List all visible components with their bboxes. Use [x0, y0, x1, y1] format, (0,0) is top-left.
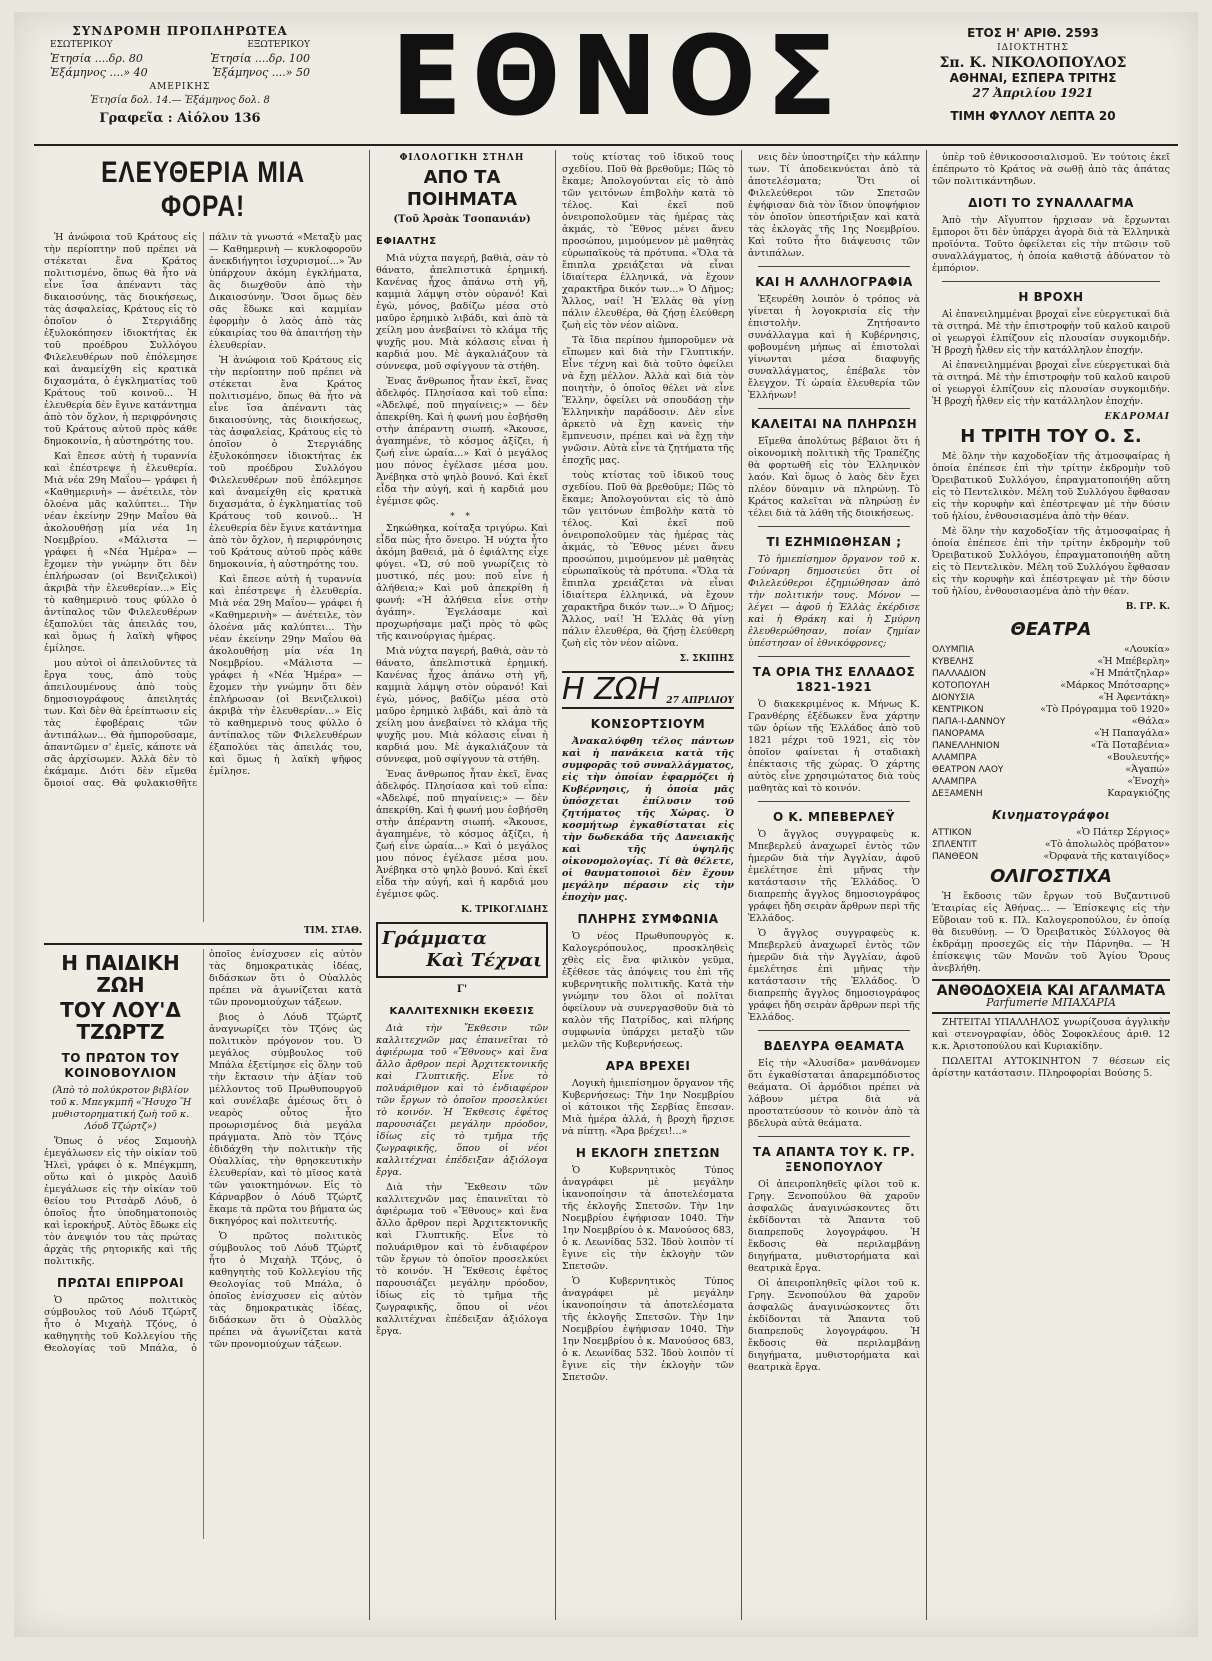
theater-row — [932, 788, 1170, 800]
xenopoulos-subhead: ΤΑ ΑΠΑΝΤΑ ΤΟΥ Κ. ΓΡ. ΞΕΝΟΠΟΥΛΟΥ — [752, 1145, 916, 1174]
poem-paragraph: Ἐνας ἄνθρωπος ἦταν ἐκεῖ, ἕνας ἀδελφός. Πλησίασα καὶ τοῦ εἶπα: «Ἀδελφέ, ποῦ πηγαίνεις;» — δὲν ἀπεκρίθη. Καὶ ἡ φωνή μου ἐσβήσθη στὴν ἀπέραντη σιωπή. «Ἄκουσε, ἀγαπημένε, τὸ κόσμος ἀξίζει, ἡ ζωή εἶνε ὡραία...» Καὶ ὁ μεγάλος μου πόνος ἐγέλασε μέσα μου. Ἀνέβηκα στὸ ψηλὸ βουνό. Καὶ ἐκεῖ εἶδα τὴν αὐγή, καὶ ἡ καρδιά μου ἐγέμισε φῶς. — [376, 376, 548, 507]
rate-row-annual — [50, 52, 310, 66]
article-paragraph: νεις δὲν ὑποστηρίζει τὴν κάλπην των. Τί ἀποδεικνύεται ἀπὸ τὰ ἀποτελέσματα; Ὅτι οἱ Φιλελεύθεροι τῶν Σπετσῶν ἐψήφισαν διὰ τὸν ἴδιον ὑποψήφιον τὸν ὁποῖον ὑπεστήριξαν καὶ κατὰ τὰς ἐκλογὰς τῆς 1ης Νοεμβρίου. Καὶ τοῦτο ἦτο διάψευσις τῶν ἀντιπάλων. — [748, 152, 920, 259]
exhibition-paragraph: Διὰ τὴν Ἔκθεσιν τῶν καλλιτεχνῶν μας ἐπαινεῖται τὸ ἀφιέρωμα τοῦ «Ἔθνους» καὶ ἕνα ἄλλο ἄρθρον περὶ Ἀρχιτεκτονικῆς καὶ Γλυπτικῆς. Εἶνε τὸ πολυάριθμον καὶ τὸ ἐνδιαφέρον τῶν ἔργων τὸ ὁποῖον προσελκύει τὸ κοινόν. Ἡ Ἔκθεσις ἐφέτος παρουσιάζει μεγάλην πρόοδον, ἰδίως εἰς τὸ τμῆμα τῆς ζωγραφικῆς, ὅπου οἱ νέοι καλλιτέχναι ἐπέδειξαν ἀξιόλογα ἔργα. — [376, 1182, 548, 1337]
article-paragraph: τοὺς κτίστας τοῦ ἰδικοῦ τους σχεδίου. Ποῦ θὰ βρεθοῦμε; Πῶς τὸ ἔκαμε; Ἀπολογούνται εἰς τὸ ἀπὸ τῶν γειτόνων ἐπιβολὴν κατὰ τὸ τέλος. Καὶ ἐκεῖ ποῦ ὀνειροπολοῦμεν τὰς ἡμέρας τὰς ἀκμάς, τὸ Ἔθνος μένει ἄνευ προσώπου, μιμούμενον μὲ μαθητὰς εὐρωπαϊκοὺς τὰ πρότυπα. «Ὅλα τὰ ἔπιπλα χρειάζεται νὰ εἶναι ἰδιαίτερα ἑλληνικά, νὰ ἔχουν χαρακτῆρα δικόν των...» Ὁ Δῆμος; Ἄλλος, ναί! Ἡ Ἑλλὰς θὰ γίνῃ πάλιν ἐλευθέρα, θὰ ζήσῃ ἐλεύθερη ζωὴ εἰς τὸν νέον αἰῶνα. — [562, 152, 734, 331]
theater-name: ΔΕΞΑΜΕΝΗ — [932, 789, 983, 799]
exchange-subhead: ΔΙΟΤΙ ΤΟ ΣΥΝΑΛΛΑΓΜΑ — [968, 196, 1134, 210]
theater-row — [932, 692, 1170, 704]
theater-play: «Λουκία» — [1123, 644, 1170, 655]
theater-list — [932, 644, 1170, 800]
lloyd-george-subhead: ΠΡΩΤΑΙ ΕΠΙΡΡΟΑΙ — [57, 1276, 184, 1290]
consortium-paragraph: Ἀνακαλύφθη τέλος πάντων καὶ ἡ πανάκεια κατὰ τῆς συμφορᾶς τοῦ συναλλάγματος, εἰς τὴν ὁποίαν ἐφαρμόζει ἡ Κυβέρνησις, ἡ ὁποία μᾶς ὑπόσχεται ἐπίλυσιν τοῦ ζητήματος τῆς Χώρας. Ὁ κοσμήτωρ ἐγκαθίσταται εἰς τὴν δωδεκάδα τῆς Δανειακῆς καὶ τῆς ὑψηλῆς οἰκονομολογίας. Τί θὰ θέλετε, οἱ θαυματοποιοὶ δὲν ἔχουν μεγάλην πέρασιν εἰς τὴν ἐποχὴν μας. — [562, 736, 734, 903]
cinema-play: «Τὸ ἀπολωλὸς πρόβατον» — [1044, 839, 1170, 850]
poems-signature: Κ. ΤΡΙΚΟΓΛΙΔΗΣ — [461, 905, 548, 915]
brief-notes-headline: ΟΛΙΓΟΣΤΙΧΑ — [990, 866, 1112, 887]
excursion-paragraph: Μὲ ὅλην τὴν καχοδοξίαν τῆς ἀτμοσφαίρας ἡ ὁποία ἐπέπεσε ἐπὶ τὴν τρίτην ἐκδρομὴν τοῦ Ὀρειβατικοῦ Συλλόγου, ἐπραγματοποιήθη αὕτη εἰς τὸ Πεντελικὸν. Μέλη τοῦ Συλλόγου ἔφθασαν εἰς τὴν κορυφὴν καὶ ἐπέστρεψαν μὲ τὴν δύσιν τοῦ ἡλίου, ἐνθουσιασμένα ἀπὸ τὴν θέαν. — [932, 526, 1170, 597]
theater-play: «Ἀγαπώ» — [1125, 764, 1170, 775]
poem-paragraph: Μιὰ νύχτα παγερή, βαθιὰ, σὰν τὸ θάνατο, ἀπελπιστικὰ ἐρημική. Κανένας ἦχος ἀπάνω στὴ γῆ, καμμιὰ λάμψη στὸν οὐρανό! Καὶ ἐγὼ, μόνος, βαδίζω μέσα στὸ μαῦρο ἐρημικὸ λιβάδι, καὶ ἀπὸ τὰ χείλη μου ἀνεβαίνει τὸ κλάμα τῆς ψυχῆς μου. Μιὰ κόλασις εἶναι ἡ καρδιά μου. Μὲ ἀγκαλιάζουν τὰ σύννεφα, μοῦ σφίγγουν τὰ στήθη. — [376, 646, 548, 765]
separator — [758, 526, 910, 527]
theater-play: «Τὸ Πρόγραμμα τοῦ 1920» — [1040, 704, 1170, 715]
theater-name: ΚΕΝΤΡΙΚΟΝ — [932, 705, 984, 715]
theater-name: ΠΑΠΑ-Ι-ΔΑΝΝΟΥ — [932, 717, 1006, 727]
pay-subhead: ΚΑΛΕΙΤΑΙ ΝΑ ΠΛΗΡΩΣΗ — [750, 417, 918, 431]
consortium-subhead: ΚΟΝΣΟΡΤΣΙΟΥΜ — [590, 717, 706, 731]
theater-play: «Μάρκος Μπότσαρης» — [1060, 680, 1170, 691]
separator — [758, 408, 910, 409]
borders-subhead: ΤΑ ΟΡΙΑ ΤΗΣ ΕΛΛΑΔΟΣ 1821-1921 — [752, 665, 916, 694]
correspondence-subhead: ΚΑΙ Η ΑΛΛΗΛΟΓΡΑΦΙΑ — [755, 275, 913, 289]
year-issue: ΕΤΟΣ Η' ΑΡΙΘ. 2593 — [967, 26, 1099, 40]
spectacles-paragraph: Εἰς τὴν «Ἀλυσίδα» μανθάνομεν ὅτι ἐγκαθίσταται ἀπαρεμπόδιστος θεάματα. Οἱ ἀρμόδιοι πρέπει νὰ λάβουν μέτρα διὰ νὰ προστατεύσουν τὸ κοινὸν ἀπὸ τὰ βδελυρὰ αὐτὰ θεάματα. — [748, 1058, 920, 1129]
cinema-row — [932, 851, 1170, 863]
agreement-paragraph: Ὁ νέος Πρωθυπουργὸς κ. Καλογερόπουλος, προσκληθεὶς χθὲς εἰς ἕνα φιλικὸν γεῦμα, ἐξέθεσε τὰς ἀπόψεις του ἐπὶ τῆς κυβερνητικῆς πολιτικῆς. Κατὰ τὴν γνώμην του ὅλοι οἱ πολῖται ὀφείλουν νὰ συνεργασθοῦν διὰ τὸ καλὸν τῆς Πατρίδος, καὶ πλήρης συμφωνία ὑπάρχει μεταξὺ τῶν μελῶν τῆς Κυβερνήσεως. — [562, 931, 734, 1050]
theater-name: ΚΥΒΕΛΗΣ — [932, 657, 974, 667]
column-divider — [555, 150, 556, 1620]
cinemas-headline: Κινηματογράφοι — [992, 808, 1110, 822]
column-1 — [44, 152, 362, 1539]
excursion-paragraph: Μὲ ὅλην τὴν καχοδοξίαν τῆς ἀτμοσφαίρας ἡ ὁποία ἐπέπεσε ἐπὶ τὴν τρίτην ἐκδρομὴν τοῦ Ὀρειβατικοῦ Συλλόγου, ἐπραγματοποιήθη αὕτη εἰς τὸ Πεντελικὸν. Μέλη τοῦ Συλλόγου ἔφθασαν εἰς τὴν κορυφὴν καὶ ἐπέστρεψαν μὲ τὴν δύσιν τοῦ ἡλίου, ἐνθουσιασμένα ἀπὸ τὴν θέαν. — [932, 451, 1170, 522]
poem-paragraph: Μιὰ νύχτα παγερή, βαθιὰ, σὰν τὸ θάνατο, ἀπελπιστικὰ ἐρημική. Κανένας ἦχος ἀπάνω στὴ γῆ, καμμιὰ λάμψη στὸν οὐρανό! Καὶ ἐγὼ, μόνος, βαδίζω μέσα στὸ μαῦρο ἐρημικὸ λιβάδι, καὶ ἀπὸ τὰ χείλη μου ἀνεβαίνει τὸ κλάμα τῆς ψυχῆς μου. Μιὰ κόλασις εἶναι ἡ καρδιά μου. Μὲ ἀγκαλιάζουν τὰ σύννεφα, μοῦ σφίγγουν τὰ στήθη. — [376, 253, 548, 372]
cinema-row — [932, 827, 1170, 839]
beverley-subhead: Ο Κ. ΜΠΕΒΕΡΛΕΫ — [773, 810, 895, 824]
owner-label: ΙΔΙΟΚΤΗΤΗΣ — [997, 43, 1069, 53]
theater-play: «Ἐνοχὴ» — [1127, 776, 1170, 787]
issue-date: 27 Ἀπριλίου 1921 — [972, 86, 1094, 100]
article-paragraph: Ὅπως ὁ νέος Σαμουὴλ ἐμεγάλωσεν εἰς τὴν οἰκίαν τοῦ Ἡλεὶ, γράφει ὁ κ. Μπέγκμπη, οὕτω καὶ ὁ μικρὸς Δαυὶδ ἐμεγάλωσε εἰς τὴν οἰκίαν τοῦ θείου του Ριτσὰρδ Λόυδ, ὁ ὁποῖος ἦτο ὑποδηματοποιὸς καὶ ἱεροκήρυξ. Αὐτὸς ἔδωκε εἰς τὸν ἀνεψιόν του τὰς πρώτας ἀρχὰς τῆς ρητορικῆς καὶ τῆς πολιτικῆς. — [44, 1136, 197, 1267]
lead-headline: ΕΛΕΥΘΕΡΙΑ ΜΙΑ ΦΟΡΑ! — [101, 156, 305, 223]
article-paragraph: μου αὐτοὶ οἱ ἀπειλοῦντες τὰ ἔργα τους, ἀπὸ τοὺς ἀπειλουμένους ἀπὸ τοὺς δημοσιογράφους ἀπειλητάς των. Καὶ δὲν θὰ ἐρείπτωσιν εἰς τὰς ἐφοβέραις τῶν ἀντιπάλων... Θὰ ἠμποροῦσαμε, ἀπαντῶμεν σ' ἐμεῖς, κάποτε νὰ σᾶς ἀρχίσωμεν. Ἀλλὰ δὲν τὸ ἐκάμαμε. Διότι δὲν εἴμεθα ὅμοιοί σας. Θὰ φυλακισθῆτε πάλιν τὰ γνωστά «Μεταξὺ μας — Καθημερινὴ — κυκλοφοροῦν ἀνεκδιήγητοι ἰσχυρισμοί...» Ἂν ὑπάρχουν ἀκόμη ἐγκλήματα, ἂς διωχθοῦν ἀπὸ τὴν Δικαιοσύνην. Ὅσοι ὅμως δὲν σᾶς ἔδωκε καὶ καμμίαν ἐφορμὴν ὁ λαὸς ἀπὸ τὰς εὐκαιρίας του θὰ ἀπαιτήσῃ τὴν ἐλευθερίαν. — [44, 232, 362, 789]
theater-name: ΠΑΝΟΡΑΜΑ — [932, 729, 985, 739]
section-rule — [932, 1012, 1170, 1014]
article-paragraph: Ὁ πρῶτος πολιτικὸς σύμβουλος τοῦ Λόυδ Τζώρτζ ἦτο ὁ Μιχαὴλ Τζόνς, ὁ καθηγητὴς τοῦ Κολλεγίου τῆς Θεολογίας τοῦ Μπάλα, ὁ ὁποῖος ἐνίσχυσεν εἰς αὐτὸν τὰς δημοκρατικὰς ἰδέας, διδάσκων ὅτι ὁ Οὐαλλὸς πρέπει νὰ ἀγωνίζεται κατὰ τῶν προνομιούχων τάξεων. — [44, 949, 362, 1354]
article-paragraph: Ἡ ἀνώφοια τοῦ Κράτους εἰς τὴν περίοπτην ποῦ πρέπει νὰ στέκεται ἕνα Κράτος πολιτισμένο, ὅπως θὰ ἦτο νὰ εἶνε ἴσα ἀπέναντι τὰς δικαιοσύνης, τὰς διοικήσεως, τὰς ἀσφαλείας, Κράτους εἰς τὸ ὁποῖον ὁ Στεργιάδης ἐξυλοκόπησεν ἰδιοκτήτας ἐκ τοῦ προέδρου Συλλόγου Φιλελευθέρων ποῦ ἐπόλεμησε καὶ ἀναμείχθη εἰς κρατικὰ διχασμάτα, ὁ ἐγκληματίας τοῦ Κράτους τοῦ κοινοῦ... Ἡ ἐλευθερία δὲν ἔγινε κατάντημα ἀπὸ τὸν ὄχλον, ἡ περιφρόνησις τοῦ Κράτους αὐτοῦ πρὸς κάθε δημοκοινία, ἡ αὐστηρότης του. — [44, 232, 197, 447]
separator — [758, 801, 910, 802]
stars-separator: * * — [450, 512, 474, 522]
exterior-label: ΕΞΩΤΕΡΙΚΟΥ — [247, 40, 310, 50]
rain-paragraph: Λογικὴ ἡμιεπίσημον ὄργανον τῆς Κυβερνήσεως: Τὴν 1ην Νοεμβρίου οἱ κάτοικοι τῆς Σερβίας ἔπεσαν. Μιὰ ἡμέρα ἀλλά, ἡ βροχὴ ἤρχισε νὰ πίπτῃ. «Ἄρα βρέχει!...» — [562, 1078, 734, 1137]
theater-play: «Τὰ Ποταβένια» — [1090, 740, 1170, 751]
ad-headline: ΑΝΘΟΔΟΧΕΙΑ ΚΑΙ ΑΓΑΛΜΑΤΑ — [936, 983, 1166, 999]
poems-byline: (Τοῦ Ἀρσὰκ Τσοπανιάν) — [393, 214, 531, 225]
theater-row — [932, 728, 1170, 740]
separator — [758, 656, 910, 657]
article-paragraph: Καὶ ἔπεσε αὐτὴ ἡ τυραννία καὶ ἐπέστρεψε ἡ ἐλευθερία. Μιὰ νέα 29η Μαΐου— γράφει ἡ «Καθημερινὴ» — ἀνέτειλε, τὸν ὁλοένα μᾶς καλύπτει... Τὴν νέαν ἐκείνην 29ην Μαΐου θὰ ἀκολουθήσῃ μία νέα 1η Νοεμβρίου. «Μάλιστα — γράφει ἡ «Νέα Ἡμέρα» — ἔχομεν τὴν γνώμην ὅτι δὲν ἐπλήρωσαν (οἱ Βενιζελικοὶ) ἀκριβὰ τὴν ἐλευθερίαν...» Εἰς τὸ καθημερινὸ τους φύλλο ὁ ἀντίπαλος τῶν Φιλελευθέρων ἐξαπολύει τὰς ἀπειλάς του, καὶ ὅμως ἡ λαϊκὴ ψῆφος ἐμίλησε. — [209, 574, 362, 777]
rate-annual-exterior: Ἐτησία ....δρ. 100 — [210, 52, 310, 65]
theater-name: ΑΛΑΜΠΡΑ — [932, 777, 977, 787]
pay-paragraph: Εἴμεθα ἀπολύτως βέβαιοι ὅτι ἡ οἰκονομικὴ πολιτικὴ τῆς Τραπέζης θὰ φορτωθῆ εἰς τὸν Ἑλληνικὸν λαόν. Καὶ ὅμως ὁ λαὸς δὲν ἔχει πλέον δύναμιν νὰ πληρώνῃ. Τὸ Κράτος καλεῖται νὰ πληρώσῃ ἐν τέλει διὰ τὰ λάθη τῆς διοικήσεως. — [748, 436, 920, 519]
poem-paragraph: Ἐνας ἄνθρωπος ἦταν ἐκεῖ, ἕνας ἀδελφός. Πλησίασα καὶ τοῦ εἶπα: «Ἀδελφέ, ποῦ πηγαίνεις;» — δὲν ἀπεκρίθη. Καὶ ἡ φωνή μου ἐσβήσθη στὴν ἀπέραντη σιωπή. «Ἄκουσε, ἀγαπημένε, τὸ κόσμος ἀξίζει, ἡ ζωή εἶνε ὡραία...» Καὶ ὁ μεγάλος μου πόνος ἐγέλασε μέσα μου. Ἀνέβηκα στὸ ψηλὸ βουνό. Καὶ ἐκεῖ εἶδα τὴν αὐγή, καὶ ἡ καρδιά μου ἐγέμισε φῶς. — [376, 769, 548, 900]
rate-row-semester — [50, 66, 310, 80]
article-paragraph: ὑπὲρ τοῦ ἐθνικοσοσιαλισμοῦ. Ἐν τούτοις ἐκεῖ ἐπέπρωτο τὸ Κράτος νὰ σωθῇ ἀπὸ τὰς ἀπάτας τῶν πολιτικάντηδων. — [932, 152, 1170, 187]
theater-row — [932, 668, 1170, 680]
separator — [758, 266, 910, 267]
theater-row — [932, 656, 1170, 668]
separator — [758, 1136, 910, 1137]
cinema-play: «Ὁ Πάτερ Σέργιος» — [1076, 827, 1170, 838]
excursion-signature: Β. ΓΡ. Κ. — [1125, 602, 1170, 612]
theater-name: ΠΑΛΛΑΔΙΟΝ — [932, 669, 987, 679]
newspaper-logo: ΕΘΝΟΣ — [391, 12, 847, 141]
beverley-paragraph: Ὁ ἄγγλος συγγραφεὺς κ. Μπεβερλεΰ ἀναχωρεῖ ἐντὸς τῶν ἡμερῶν διὰ τὴν Ἀγγλίαν, ἀφοῦ ἐμελέτησε ἐπὶ μῆνας τὴν κατάστασιν τῆς Ἑλλάδος. Ὁ διαπρεπὴς ἄγγλος δημοσιογράφος γράφει ἤδη σειρὰν ἄρθρων περὶ τῆς Ἑλλάδος. — [748, 928, 920, 1023]
article-paragraph: Καὶ ἔπεσε αὐτὴ ἡ τυραννία καὶ ἐπέστρεψε ἡ ἐλευθερία. Μιὰ νέα 29η Μαΐου— γράφει ἡ «Καθημερινὴ» — ἀνέτειλε, τὸν ὁλοένα μᾶς καλύπτει... Τὴν νέαν ἐκείνην 29ην Μαΐου θὰ ἀκολουθήσῃ μία νέα 1η Νοεμβρίου. «Μάλιστα — γράφει ἡ «Νέα Ἡμέρα» — ἔχομεν τὴν γνώμην ὅτι δὲν ἐπλήρωσαν (οἱ Βενιζελικοὶ) ἀκριβὰ τὴν ἐλευθερίαν...» Εἰς τὸ καθημερινὸ τους φύλλο ὁ ἀντίπαλος τῶν Φιλελευθέρων ἐξαπολύει τὰς ἀπειλάς του, καὶ ὅμως ἡ λαϊκὴ ψῆφος ἐμίλησε. — [44, 451, 197, 654]
xenopoulos-paragraph: Οἱ ἀπειροπληθεῖς φίλοι τοῦ κ. Γρηγ. Ξενοπούλου θὰ χαροῦν ἀσφαλῶς ἀναγινώσκοντες ὅτι ἐκδίδονται τὰ Ἄπαντα τοῦ διαπρεποῦς λογογράφου. Ἡ ἔκδοσις θὰ περιλαμβάνῃ διηγήματα, μυθιστορήματα καὶ θεατρικὰ ἔργα. — [748, 1278, 920, 1373]
xenopoulos-paragraph: Οἱ ἀπειροπληθεῖς φίλοι τοῦ κ. Γρηγ. Ξενοπούλου θὰ χαροῦν ἀσφαλῶς ἀναγινώσκοντες ὅτι ἐκδίδονται τὰ Ἄπαντα τοῦ διαπρεποῦς λογογράφου. Ἡ ἔκδοσις θὰ περιλαμβάνῃ διηγήματα, μυθιστορήματα καὶ θεατρικὰ ἔργα. — [748, 1179, 920, 1274]
brief-notes-paragraph: Ἡ ἔκδοσις τῶν ἔργων τοῦ Βυζαντινοῦ Ἑταιρίας εἰς Ἀθήνας... — Ἐπίσκεψις εἰς τὴν Εὔβοιαν τοῦ κ. Πλ. Καλογεροπούλου, ἐν ὁποίᾳ θὰ διευθύνῃ. — Ὁ Ὀρειβατικὸς Σύλλογος θὰ ἐκδράμῃ προσεχῶς εἰς τὴν Πάρνηθα. — Ἡ ἐπίσκεψις τῶν Μονῶν τοῦ Ἁγίου Ὄρους ἀνεβλήθη. — [932, 891, 1170, 974]
section-rule — [932, 979, 1170, 981]
spetses-subhead: Η ΕΚΛΟΓΗ ΣΠΕΤΣΩΝ — [575, 1146, 721, 1160]
rain-news-paragraph: Αἱ ἐπανειλημμέναι βροχαὶ εἶνε εὐεργετικαὶ διὰ τὰ σιτηρά. Μὲ τὴν ἐπιστροφὴν τοῦ καλοῦ καιροῦ οἱ γεωργοὶ ἐλπίζουν εἰς πλουσίαν συγκομιδήν. Ἡ βροχὴ ἦλθεν εἰς τὴν κατάλληλον ἐποχήν. — [932, 309, 1170, 356]
exchange-paragraph: Ἀπὸ τὴν Αἴγυπτον ἠρχισαν νὰ ἔρχωνται ἔμποροι ὅτι δὲν ὑπάρχει ἀγορὰ διὰ τὰ Ἑλληνικὰ προϊόντα. Τοῦτο ὀφείλεται εἰς τὴν πτῶσιν τοῦ συναλλάγματος, ἡ ὁποία καθιστᾷ ἀδύνατον τὸ ἐμπόριον. — [932, 215, 1170, 274]
exhibition-subhead: ΚΑΛΛΙΤΕΧΝΙΚΗ ΕΚΘΕΣΙΣ — [389, 1006, 535, 1017]
classified-ad: ΠΩΛΕΙΤΑΙ ΑΥΤΟΚΙΝΗΤΟΝ 7 θέσεων εἰς ἀρίστην κατάστασιν. Πληροφορίαι Βούσης 5. — [932, 1056, 1170, 1079]
classified-ad: ΖΗΤΕΙΤΑΙ ΥΠΑΛΛΗΛΟΣ γνωρίζουσα ἀγγλικὴν καὶ στενογραφίαν, ὁδὸς Σοφοκλέους ἀριθ. 12 κ.κ. Ἀριστοπούλου καὶ Κυριακίδην. — [932, 1017, 1170, 1052]
issue-price: ΤΙΜΗ ΦΥΛΛΟΥ ΛΕΠΤΑ 20 — [950, 109, 1116, 123]
rain-subhead: ΑΡΑ ΒΡΕΧΕΙ — [605, 1059, 691, 1073]
ad-subtitle: Parfumerie ΜΠΑΧΑΡΙΑ — [986, 996, 1116, 1009]
column-4 — [748, 152, 920, 1377]
theater-name: ΑΛΑΜΠΡΑ — [932, 753, 977, 763]
theater-row — [932, 764, 1170, 776]
separator — [758, 1030, 910, 1031]
theater-play: «Θάλα» — [1131, 716, 1170, 727]
newspaper-page — [14, 12, 1198, 1637]
masthead — [14, 12, 1198, 142]
office-address: Γραφεῖα : Αἰόλου 136 — [99, 111, 261, 126]
theater-row — [932, 680, 1170, 692]
correspondence-paragraph: Ἐξευρέθη λοιπὸν ὁ τρόπος νὰ γίνεται ἡ λογοκρισία εἰς τὴν ἐπιστολὴν. Ζητήσαντο συνάλλαγμα καὶ ἡ Κυβέρνησις, φοβουμένη μήπως αἱ ἐπιστολαὶ γίνωνται μέσα διαφυγῆς συναλλάγματος, ἐπέβαλε τὸν ἔλεγχον. Τί ὡραία ἐλευθερία τῶν Ἑλλήνων! — [748, 294, 920, 401]
article-paragraph: Ἡ ἀνώφοια τοῦ Κράτους εἰς τὴν περίοπτην ποῦ πρέπει νὰ στέκεται ἕνα Κράτος πολιτισμένο, ὅπως θὰ ἦτο νὰ εἶνε ἴσα ἀπέναντι τὰς δικαιοσύνης, τὰς διοικήσεως, τὰς ἀσφαλείας, Κράτους εἰς τὸ ὁποῖον ὁ Στεργιάδης ἐξυλοκόπησεν ἰδιοκτήτας ἐκ τοῦ προέδρου Συλλόγου Φιλελευθέρων ποῦ ἐπόλεμησε καὶ ἀναμείχθη εἰς κρατικὰ διχασμάτα, ὁ ἐγκληματίας τοῦ Κράτους τοῦ κοινοῦ... Ἡ ἐλευθερία δὲν ἔγινε κατάντημα ἀπὸ τὸν ὄχλον, ἡ περιφρόνησις τοῦ Κράτους αὐτοῦ πρὸς κάθε δημοκοινία, ἡ αὐστηρότης του. — [209, 355, 362, 570]
theater-name: ΟΛΥΜΠΙΑ — [932, 645, 975, 655]
city-day: ΑΘΗΝΑΙ, ΕΣΠΕΡΑ ΤΡΙΤΗΣ — [949, 71, 1117, 85]
section-rule — [44, 943, 362, 945]
lloyd-george-headline-2: ΤΟΥ ΛΟΥ'Δ ΤΖΩΡΤΖ — [60, 998, 181, 1044]
zoi-header — [562, 673, 734, 707]
poem-title: ΕΦΙΑΛΤΗΣ — [376, 236, 437, 247]
article-signature: ΤΙΜ. ΣΤΑΘ. — [303, 926, 362, 936]
poem-paragraph: Σηκώθηκα, κοίταξα τριγύρω. Καὶ εἶδα πὼς ἦτο ὄνειρο. Ἡ νύχτα ἦτο ἀκόμη βαθειά, μὰ ὁ ἐφιάλτης εἶχε φύγει. «Ὤ, σύ ποῦ γνωρίζεις τὸ μυστικό, πές μου: ποῦ εἶνε ἡ ἀλήθεια;» Καὶ μοῦ ἀπεκρίθη ἡ φωνή: «Ἡ ἀλήθεια εἶνε στὴν ἀγάπη». Ἐγελάσαμε καὶ προχωρήσαμε μαζὶ πρὸς τὸ φῶς τῆς καινούργιας ἡμέρας. — [376, 523, 548, 642]
rain-news-paragraph: Αἱ ἐπανειλημμέναι βροχαὶ εἶνε εὐεργετικαὶ διὰ τὰ σιτηρά. Μὲ τὴν ἐπιστροφὴν τοῦ καλοῦ καιροῦ οἱ γεωργοὶ ἐλπίζουν εἰς πλουσίαν συγκομιδήν. Ἡ βροχὴ ἦλθεν εἰς τὴν κατάλληλον ἐποχήν. — [932, 360, 1170, 407]
article-paragraph: βιος ὁ Λόυδ Τζώρτζ ἀναγνωρίζει τὸν Τζόνς ὡς πολιτικὸν πρόγονον του. Ὁ μεγάλος σύμβουλος τοῦ Μπάλα ἐξετίμησε εἰς ὅλην τοῦ τὴν ἔκτασιν τὴν ἀξίαν τοῦ μέλλοντος τοῦ Πρωθυπουργοῦ καὶ συνέλαβε ἀμέσως ὅτι ὁ νεαρὸς οὗτος ἦτο προωρισμένος διὰ μεγάλα πράγματα. Ἀπὸ τὸν Τζόνς ἐδιδάχθη τὴν πολιτικὴν τῆς Οὐαλλίας, τὴν θρησκευτικὴν ἐλευθερίαν, καὶ τὸ μῖσος κατὰ τῶν γαιοκτημόνων. Εἰς τὸ Κάρναρβον ὁ Λόυδ Τζώρτζ ἔκαμε τὰ πρῶτα του βήματα ὡς δικηγόρος καὶ πολιτευτής. — [209, 1012, 362, 1227]
theater-play: «Ἡ Ἀφεντάκη» — [1098, 692, 1170, 703]
owner-name: Σπ. Κ. ΝΙΚΟΛΟΠΟΥΛΟΣ — [939, 55, 1127, 71]
lloyd-george-article — [44, 949, 362, 1539]
column-divider — [926, 150, 927, 1620]
america-label: ΑΜΕΡΙΚΗΣ — [149, 82, 211, 92]
lloyd-george-headline-1: Η ΠΑΙΔΙΚΗ ΖΩΗ — [61, 951, 180, 997]
letters-arts-box — [376, 922, 548, 978]
excursion-headline: Η ΤΡΙΤΗ ΤΟΥ Ο. Σ. — [960, 426, 1142, 447]
theater-row — [932, 644, 1170, 656]
theater-play: «Ἡ Μπέβερλη» — [1097, 656, 1170, 667]
subscription-box — [50, 24, 310, 126]
theater-row — [932, 740, 1170, 752]
column-3 — [562, 152, 734, 1387]
rate-semester-interior: Ἑξάμηνος ....» 40 — [50, 66, 148, 79]
rain-news-subhead: Η ΒΡΟΧΗ — [1018, 290, 1084, 304]
section-rule — [562, 707, 734, 709]
article-paragraph: Τὰ ἴδια περίπου ἠμποροῦμεν νὰ εἴπωμεν καὶ διὰ τὴν Γλυπτικήν. Εἶνε τέχνη καὶ διὰ τοῦτο ὀφείλει νὰ ἔχῃ μέλλον. Ἀλλὰ καὶ διὰ τὸν ποιητὴν, ὁ ὁποῖος θέλει νὰ εἶνε Ἕλλην, ὀφείλει νὰ σπουδάσῃ τὴν Ἑλληνικὴν παράδοσιν. Δὲν εἶνε ἀρκετὸ νὰ ἔχῃ κανεὶς τὴν ἔμπνευσιν, πρέπει καὶ νὰ ἔχῃ τὴν γνῶσιν. Αὐτὰ εἶνε τὰ ζητήματα τῆς ἐποχῆς μας. — [562, 335, 734, 466]
arts-headline: Καὶ Τέχναι — [426, 950, 542, 971]
america-rates: Ἐτησία δολ. 14.— Ἑξάμηνος δολ. 8 — [90, 95, 270, 106]
interior-label: ΕΣΩΤΕΡΙΚΟΥ — [50, 40, 113, 50]
spetses-paragraph: Ὁ Κυβερνητικὸς Τύπος ἀναγράφει μὲ μεγάλην ἱκανοποίησιν τὰ ἀποτελέσματα τῆς ἐκλογῆς Σπετσῶν. Τὴν 1ην Νοεμβρίου ἐψήφισαν 1040. Τὴν 1ην Νοεμβρίου ὁ κ. Μανούσος 683, ὁ κ. Λεωνίδας 532. Ἰδοὺ λοιπὸν τί ἔγινε εἰς τὴν ἐκλογὴν τῶν Σπετσῶν. — [562, 1165, 734, 1272]
theater-name: ΔΙΟΝΥΣΙΑ — [932, 693, 975, 703]
theater-name: ΚΟΤΟΠΟΥΛΗ — [932, 681, 990, 691]
excursions-kicker: ΕΚΔΡΟΜΑΙ — [1104, 412, 1170, 422]
masthead-rule — [34, 144, 1178, 146]
literary-kicker: ΦΙΛΟΛΟΓΙΚΗ ΣΤΗΛΗ — [399, 153, 525, 163]
subscription-columns — [50, 38, 310, 52]
article-paragraph: Ὁ πρῶτος πολιτικὸς σύμβουλος τοῦ Λόυδ Τζώρτζ ἦτο ὁ Μιχαὴλ Τζόνς, ὁ καθηγητὴς τοῦ Κολλεγίου τῆς Θεολογίας τοῦ Μπάλα, ὁ ὁποῖος ἐνίσχυσεν εἰς αὐτὸν τὰς δημοκρατικὰς ἰδέας, διδάσκων ὅτι ὁ Οὐαλλὸς πρέπει νὰ ἀγωνίζεται κατὰ τῶν προνομιούχων τάξεων. — [209, 1231, 362, 1350]
subscription-title: ΣΥΝΔΡΟΜΗ ΠΡΟΠΛΗΡΩΤΕΑ — [72, 24, 288, 38]
theater-row — [932, 704, 1170, 716]
separator — [942, 281, 1160, 282]
column-5 — [932, 152, 1170, 1083]
issue-info-box — [908, 26, 1158, 124]
theater-name: ΠΑΝΕΛΛΗΝΙΟΝ — [932, 741, 1000, 751]
damage-subhead: ΤΙ ΕΖΗΜΙΩΘΗΣΑΝ ; — [766, 535, 902, 549]
zoi-date: 27 ΑΠΡΙΛΙΟΥ — [666, 696, 734, 706]
cinema-name: ΠΑΝΘΕΟΝ — [932, 852, 979, 862]
cinema-name: ΣΠΛΕΝΤΙΤ — [932, 840, 977, 850]
damage-paragraph: Τὸ ἡμιεπίσημον ὄργανον τοῦ κ. Γούναρη δημοσιεύει ὅτι οἱ Φιλελεύθεροι ἐζημιώθησαν ἀπὸ τὴν πολιτικήν τους. Μόνον — λέγει — ἀφοῦ ἡ Ἑλλὰς ἐκέρδισε καὶ ἡ Θράκη καὶ ἡ Σμύρνη ἐλευθερώθησαν, ποίαν ζημίαν ὑπέστησαν οἱ ἐθνικόφρονες; — [748, 554, 920, 649]
theater-play: Καραγκιόζης — [1107, 788, 1170, 799]
column-divider — [369, 150, 370, 1620]
theater-row — [932, 752, 1170, 764]
cinema-list — [932, 827, 1170, 863]
theater-name: ΘΕΑΤΡΟΝ ΛΑΟΥ — [932, 765, 1004, 775]
theaters-headline: ΘΕΑΤΡΑ — [1010, 619, 1092, 640]
spectacles-subhead: ΒΔΕΛΥΡΑ ΘΕΑΜΑΤΑ — [763, 1039, 905, 1053]
lead-article-body — [44, 232, 362, 922]
article-paragraph: τοὺς κτίστας τοῦ ἰδικοῦ τους σχεδίου. Ποῦ θὰ βρεθοῦμε; Πῶς τὸ ἔκαμε; Ἀπολογούνται εἰς τὸ ἀπὸ τῶν γειτόνων ἐπιβολὴν κατὰ τὸ τέλος. Καὶ ἐκεῖ ποῦ ὀνειροπολοῦμεν τὰς ἡμέρας τὰς ἀκμάς, τὸ Ἔθνος μένει ἄνευ προσώπου, μιμούμενον μὲ μαθητὰς εὐρωπαϊκοὺς τὰ πρότυπα. «Ὅλα τὰ ἔπιπλα χρειάζεται νὰ εἶναι ἰδιαίτερα ἑλληνικά, νὰ ἔχουν χαρακτῆρα δικόν των...» Ὁ Δῆμος; Ἄλλος, ναί! Ἡ Ἑλλὰς θὰ γίνῃ πάλιν ἐλευθέρα, θὰ ζήσῃ ἐλεύθερη ζωὴ εἰς τὸν νέον αἰῶνα. — [562, 470, 734, 649]
letters-headline: Γράμματα — [382, 928, 487, 949]
lloyd-george-note: (Ἀπὸ τὸ πολύκροτον βιβλίον τοῦ κ. Μπεγκμπῆ «Ἥσυχο Ἢ μυθιστορηματική ζωὴ τοῦ κ. Λόυδ Τζώρτζ») — [49, 1085, 192, 1132]
theater-play: «Βουλευτής» — [1106, 752, 1170, 763]
theater-play: «Ἡ Μπάτζηλαρ» — [1089, 668, 1170, 679]
theater-play: «Ἡ Παπαγάλα» — [1094, 728, 1170, 739]
zoi-headline: Η ΖΩΗ — [562, 672, 661, 707]
article-signature: Σ. ΣΚΙΠΗΣ — [679, 654, 734, 664]
cinema-name: ΑΤΤΙΚΟΝ — [932, 828, 972, 838]
letters-number: Γ' — [456, 984, 468, 995]
poems-headline: ΑΠΟ ΤΑ ΠΟΙΗΜΑΤΑ — [406, 167, 518, 210]
borders-paragraph: Ὁ διακεκριμένος κ. Μήνως Κ. Γρανθέρης ἐξέδωκεν ἕνα χάρτην τῶν ὁρίων τῆς Ἑλλάδος ἀπὸ τοῦ 1821 μέχρι τοῦ 1921, εἰς τὸν ὁποῖον φαίνεται ἡ σταδιακὴ ἐπέκτασις τῆς χώρας. Ὁ χάρτης αὐτὸς εἶνε χρησιμώτατος διὰ τοὺς μαθητὰς καὶ τὸ κοινόν. — [748, 699, 920, 794]
cinema-play: «Ὀρφανὰ τῆς καταιγίδος» — [1043, 851, 1170, 862]
lloyd-george-headline-3: ΤΟ ΠΡΩΤΟΝ ΤΟΥ ΚΟΙΝΟΒΟΥΛΙΟΝ — [61, 1051, 180, 1080]
column-divider — [741, 150, 742, 1620]
exhibition-paragraph: Διὰ τὴν Ἔκθεσιν τῶν καλλιτεχνῶν μας ἐπαινεῖται τὸ ἀφιέρωμα τοῦ «Ἔθνους» καὶ ἕνα ἄλλο ἄρθρον περὶ Ἀρχιτεκτονικῆς καὶ Γλυπτικῆς. Εἶνε τὸ πολυάριθμον καὶ τὸ ἐνδιαφέρον τῶν ἔργων τὸ ὁποῖον προσελκύει τὸ κοινόν. Ἡ Ἔκθεσις ἐφέτος παρουσιάζει μεγάλην πρόοδον, ἰδίως εἰς τὸ τμῆμα τῆς ζωγραφικῆς, ὅπου οἱ νέοι καλλιτέχναι ἐπέδειξαν ἀξιόλογα ἔργα. — [376, 1023, 548, 1178]
spetses-paragraph: Ὁ Κυβερνητικὸς Τύπος ἀναγράφει μὲ μεγάλην ἱκανοποίησιν τὰ ἀποτελέσματα τῆς ἐκλογῆς Σπετσῶν. Τὴν 1ην Νοεμβρίου ἐψήφισαν 1040. Τὴν 1ην Νοεμβρίου ὁ κ. Μανούσος 683, ὁ κ. Λεωνίδας 532. Ἰδοὺ λοιπὸν τί ἔγινε εἰς τὴν ἐκλογὴν τῶν Σπετσῶν. — [562, 1276, 734, 1383]
agreement-subhead: ΠΛΗΡΗΣ ΣΥΜΦΩΝΙΑ — [577, 912, 719, 926]
cinema-row — [932, 839, 1170, 851]
rate-semester-exterior: Ἑξάμηνος ....» 50 — [212, 66, 310, 79]
theater-row — [932, 776, 1170, 788]
rate-annual-interior: Ἐτησία ....δρ. 80 — [50, 52, 143, 65]
beverley-paragraph: Ὁ ἄγγλος συγγραφεὺς κ. Μπεβερλεΰ ἀναχωρεῖ ἐντὸς τῶν ἡμερῶν διὰ τὴν Ἀγγλίαν, ἀφοῦ ἐμελέτησε ἐπὶ μῆνας τὴν κατάστασιν τῆς Ἑλλάδος. Ὁ διαπρεπὴς ἄγγλος δημοσιογράφος γράφει ἤδη σειρὰν ἄρθρων περὶ τῆς Ἑλλάδος. — [748, 829, 920, 924]
theater-row — [932, 716, 1170, 728]
column-2 — [376, 152, 548, 1341]
